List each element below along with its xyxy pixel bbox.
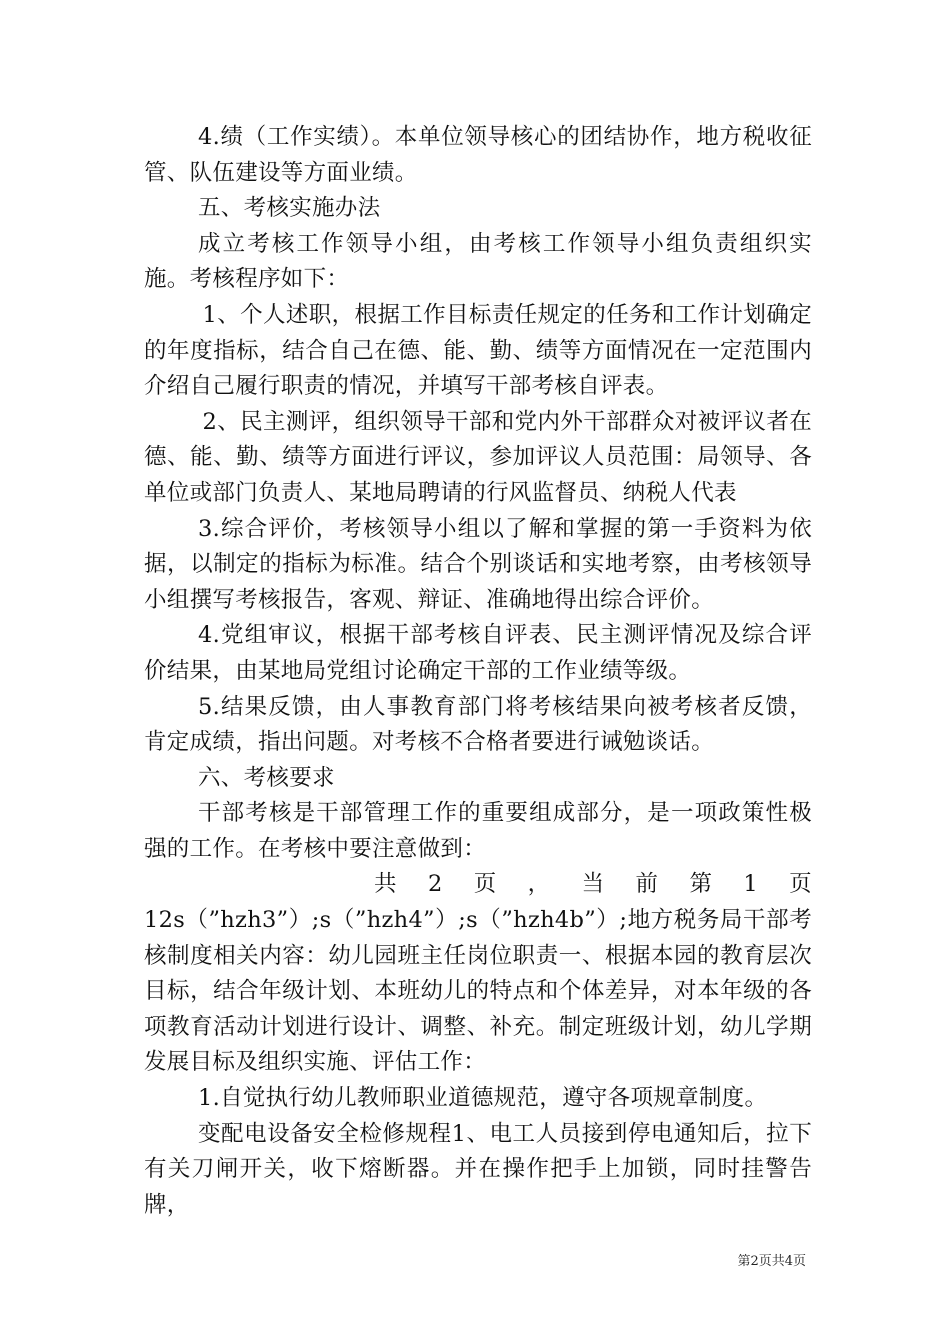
pager-char: 第 [689,871,713,898]
paragraph-performance: 4.绩（工作实绩）。本单位领导核心的团结协作，地方税收征管、队伍建设等方面业绩。 [144,124,812,186]
pager-char: 1 [743,871,758,898]
paragraph-democratic-evaluation: 2、民主测评，组织领导干部和党内外干部群众对被评议者在德、能、勤、绩等方面进行评议，参加评议人员范围：局领导、各单位或部门负责人、某地局聘请的行风监督员、纳税人代表 [144,408,812,506]
pager-char: 共 [374,871,397,898]
paragraph-party-review: 4.党组审议，根据干部考核自评表、民主测评情况及综合评价结果，由某地局党组讨论确定干部的工作业绩等级。 [144,622,812,684]
page-footer: 第2页共4页 [737,1254,806,1269]
paragraph-result-feedback: 5.结果反馈，由人事教育部门将考核结果向被考核者反馈，肯定成绩，指出问题。对考核不合格者要进行诫勉谈话。 [144,693,812,756]
section-heading-5: 五、考核实施办法 [198,195,381,222]
paragraph-electrical-safety: 变配电设备安全检修规程1、电工人员接到停电通知后，拉下有关刀闸开关，收下熔断器。并在操作把手上加锁，同时挂警告牌， [144,1120,812,1218]
paragraph-requirements: 干部考核是干部管理工作的重要组成部分，是一项政策性极强的工作。在考核中要注意做到： [144,800,812,862]
paragraph-personal-report: 1、个人述职，根据工作目标责任规定的任务和工作计划确定的年度指标，结合自己在德、能、勤、绩等方面情况在一定范围内介绍自己履行职责的情况，并填写干部考核自评表。 [144,301,812,400]
pager-char: 页 [789,871,812,898]
paragraph-kindergarten-duties: 12s（”hzh3”）;s（”hzh4”）;s（”hzh4b”）;地方税务局干部考核制度相关内容：幼儿园班主任岗位职责一、根据本园的教育层次目标，结合年级计划、本班幼儿的特点和个体差异，对本年级的各项教育活动计划进行设计、调整、补充。制定班级计划，幼儿学期发展目标及组织实施、评估工作： [144,907,812,1076]
pager-char: 前 [635,871,659,898]
inline-page-indicator [144,867,812,903]
section-heading-6: 六、考核要求 [198,764,335,791]
paragraph-leadership-group: 成立考核工作领导小组，由考核工作领导小组负责组织实施。考核程序如下： [144,230,812,293]
paragraph-comprehensive-evaluation: 3.综合评价，考核领导小组以了解和掌握的第一手资料为依据，以制定的指标为标准。结合个别谈话和实地考察，由考核领导小组撰写考核报告，客观、辩证、准确地得出综合评价。 [144,515,812,613]
pager-char: 2 [427,871,443,898]
pager-char: 当 [581,871,605,898]
pager-char: ， [527,871,551,898]
document-body [144,120,812,1223]
pager-char: 页 [473,871,497,898]
paragraph-teacher-ethics: 1.自觉执行幼儿教师职业道德规范，遵守各项规章制度。 [198,1085,768,1112]
